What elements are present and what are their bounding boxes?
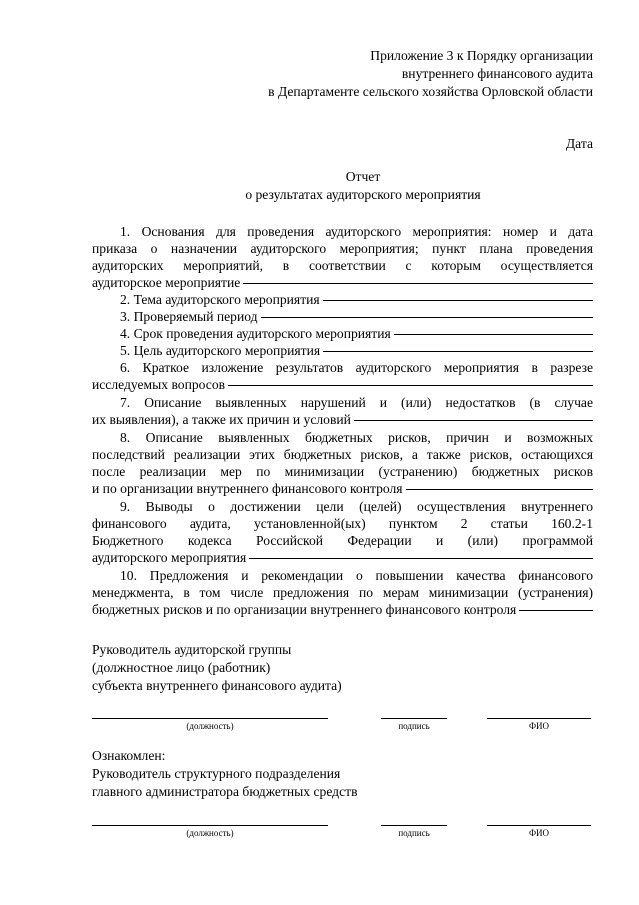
- appendix-header-line-3: в Департаменте сельского хозяйства Орловской области: [268, 84, 593, 99]
- item-1-line-2: приказа о назначении аудиторского мероприятия; пункт плана проведения: [92, 241, 593, 256]
- item-8-last-line: [92, 481, 593, 497]
- document-subtitle: о результатах аудиторского мероприятия: [245, 187, 481, 202]
- item-10-last-line: [92, 602, 593, 618]
- signer-2-position-caption: (должность): [186, 828, 234, 838]
- item-1-line-1: 1. Основания для проведения аудиторского мероприятия: номер и дата: [120, 224, 593, 239]
- item-7-line-1: 7. Описание выявленных нарушений и (или) недостатков (в случае: [120, 395, 593, 410]
- item-2: [120, 292, 593, 308]
- item-10-line-3: бюджетных рисков и по организации внутреннего финансового контроля: [92, 602, 517, 617]
- item-9-last-line: [92, 550, 593, 566]
- signer-2-signature-line: [381, 825, 447, 826]
- signer-1-line-3: субъекта внутреннего финансового аудита): [92, 678, 342, 693]
- item-3-blank: [261, 317, 593, 318]
- item-1-blank: [243, 283, 593, 284]
- item-1-line-4: аудиторское мероприятие: [92, 275, 241, 290]
- signer-2-line-2: Руководитель структурного подразделения: [92, 766, 341, 781]
- signer-2-name-line: [487, 825, 591, 826]
- signer-1-position-line: [92, 718, 328, 719]
- item-2-label: 2. Тема аудиторского мероприятия: [120, 292, 320, 307]
- item-2-blank: [323, 300, 593, 301]
- item-9-blank: [249, 558, 593, 559]
- item-5-label: 5. Цель аудиторского мероприятия: [120, 343, 321, 358]
- item-4-label: 4. Срок проведения аудиторского мероприятия: [120, 326, 391, 341]
- signer-1-line-1: Руководитель аудиторской группы: [92, 642, 292, 657]
- item-8-line-3: после реализации мер по минимизации (устранению) бюджетных рисков: [92, 464, 593, 479]
- item-7-blank: [354, 420, 593, 421]
- item-8-line-1: 8. Описание выявленных бюджетных рисков, причин и возможных: [120, 430, 593, 445]
- signer-2-line-3: главного администратора бюджетных средств: [92, 784, 358, 799]
- item-4-blank: [394, 334, 593, 335]
- item-9-line-4: аудиторского мероприятия: [92, 550, 247, 565]
- item-7-last-line: [92, 412, 593, 428]
- signer-1-position-caption: (должность): [186, 721, 234, 731]
- item-5-blank: [323, 351, 593, 352]
- item-10-line-1: 10. Предложения и рекомендации о повышении качества финансового: [120, 568, 593, 583]
- appendix-header-line-2: внутреннего финансового аудита: [401, 66, 593, 81]
- item-6-last-line: [92, 377, 593, 393]
- item-10-line-2: менеджмента, в том числе предложения по мерам минимизации (устранения): [92, 585, 593, 600]
- signer-2-position-line: [92, 825, 328, 826]
- item-3-label: 3. Проверяемый период: [120, 309, 258, 324]
- date-label: Дата: [565, 136, 593, 151]
- signer-1-name-line: [487, 718, 591, 719]
- item-9-line-3: Бюджетного кодекса Российской Федерации и (или) программой: [92, 533, 593, 548]
- appendix-header-line-1: Приложение 3 к Порядку организации: [370, 48, 593, 63]
- item-6-line-2: исследуемых вопросов: [92, 377, 226, 392]
- item-8-line-2: последствий реализации этих бюджетных рисков, а также рисков, остающихся: [92, 447, 593, 462]
- item-1-last-line: [92, 275, 593, 291]
- item-9-line-2: финансового аудита, установленной(ых) пунктом 2 статьи 160.2-1: [92, 516, 593, 531]
- item-4: [120, 326, 593, 342]
- signer-1-line-2: (должностное лицо (работник): [92, 660, 271, 675]
- signer-1-name-caption: ФИО: [528, 721, 550, 731]
- signer-1-signature-caption: подпись: [398, 721, 430, 731]
- item-3: [120, 309, 593, 325]
- item-8-line-4: и по организации внутреннего финансового контроля: [92, 481, 403, 496]
- item-6-blank: [228, 385, 593, 386]
- signer-2-name-caption: ФИО: [528, 828, 550, 838]
- signer-2-signature-caption: подпись: [398, 828, 430, 838]
- item-6-line-1: 6. Краткое изложение результатов аудиторского мероприятия в разрезе: [120, 360, 593, 375]
- item-5: [120, 343, 593, 359]
- item-7-line-2: их выявления), а также их причин и условий: [92, 412, 351, 427]
- item-10-blank: [519, 610, 593, 611]
- item-8-blank: [406, 489, 593, 490]
- document-title: Отчет: [345, 169, 381, 184]
- signer-1-signature-line: [381, 718, 447, 719]
- item-1-line-3: аудиторских мероприятий, в соответствии с которым осуществляется: [92, 258, 593, 273]
- signer-2-line-1: Ознакомлен:: [92, 748, 166, 763]
- item-9-line-1: 9. Выводы о достижении цели (целей) осуществления внутреннего: [120, 499, 593, 514]
